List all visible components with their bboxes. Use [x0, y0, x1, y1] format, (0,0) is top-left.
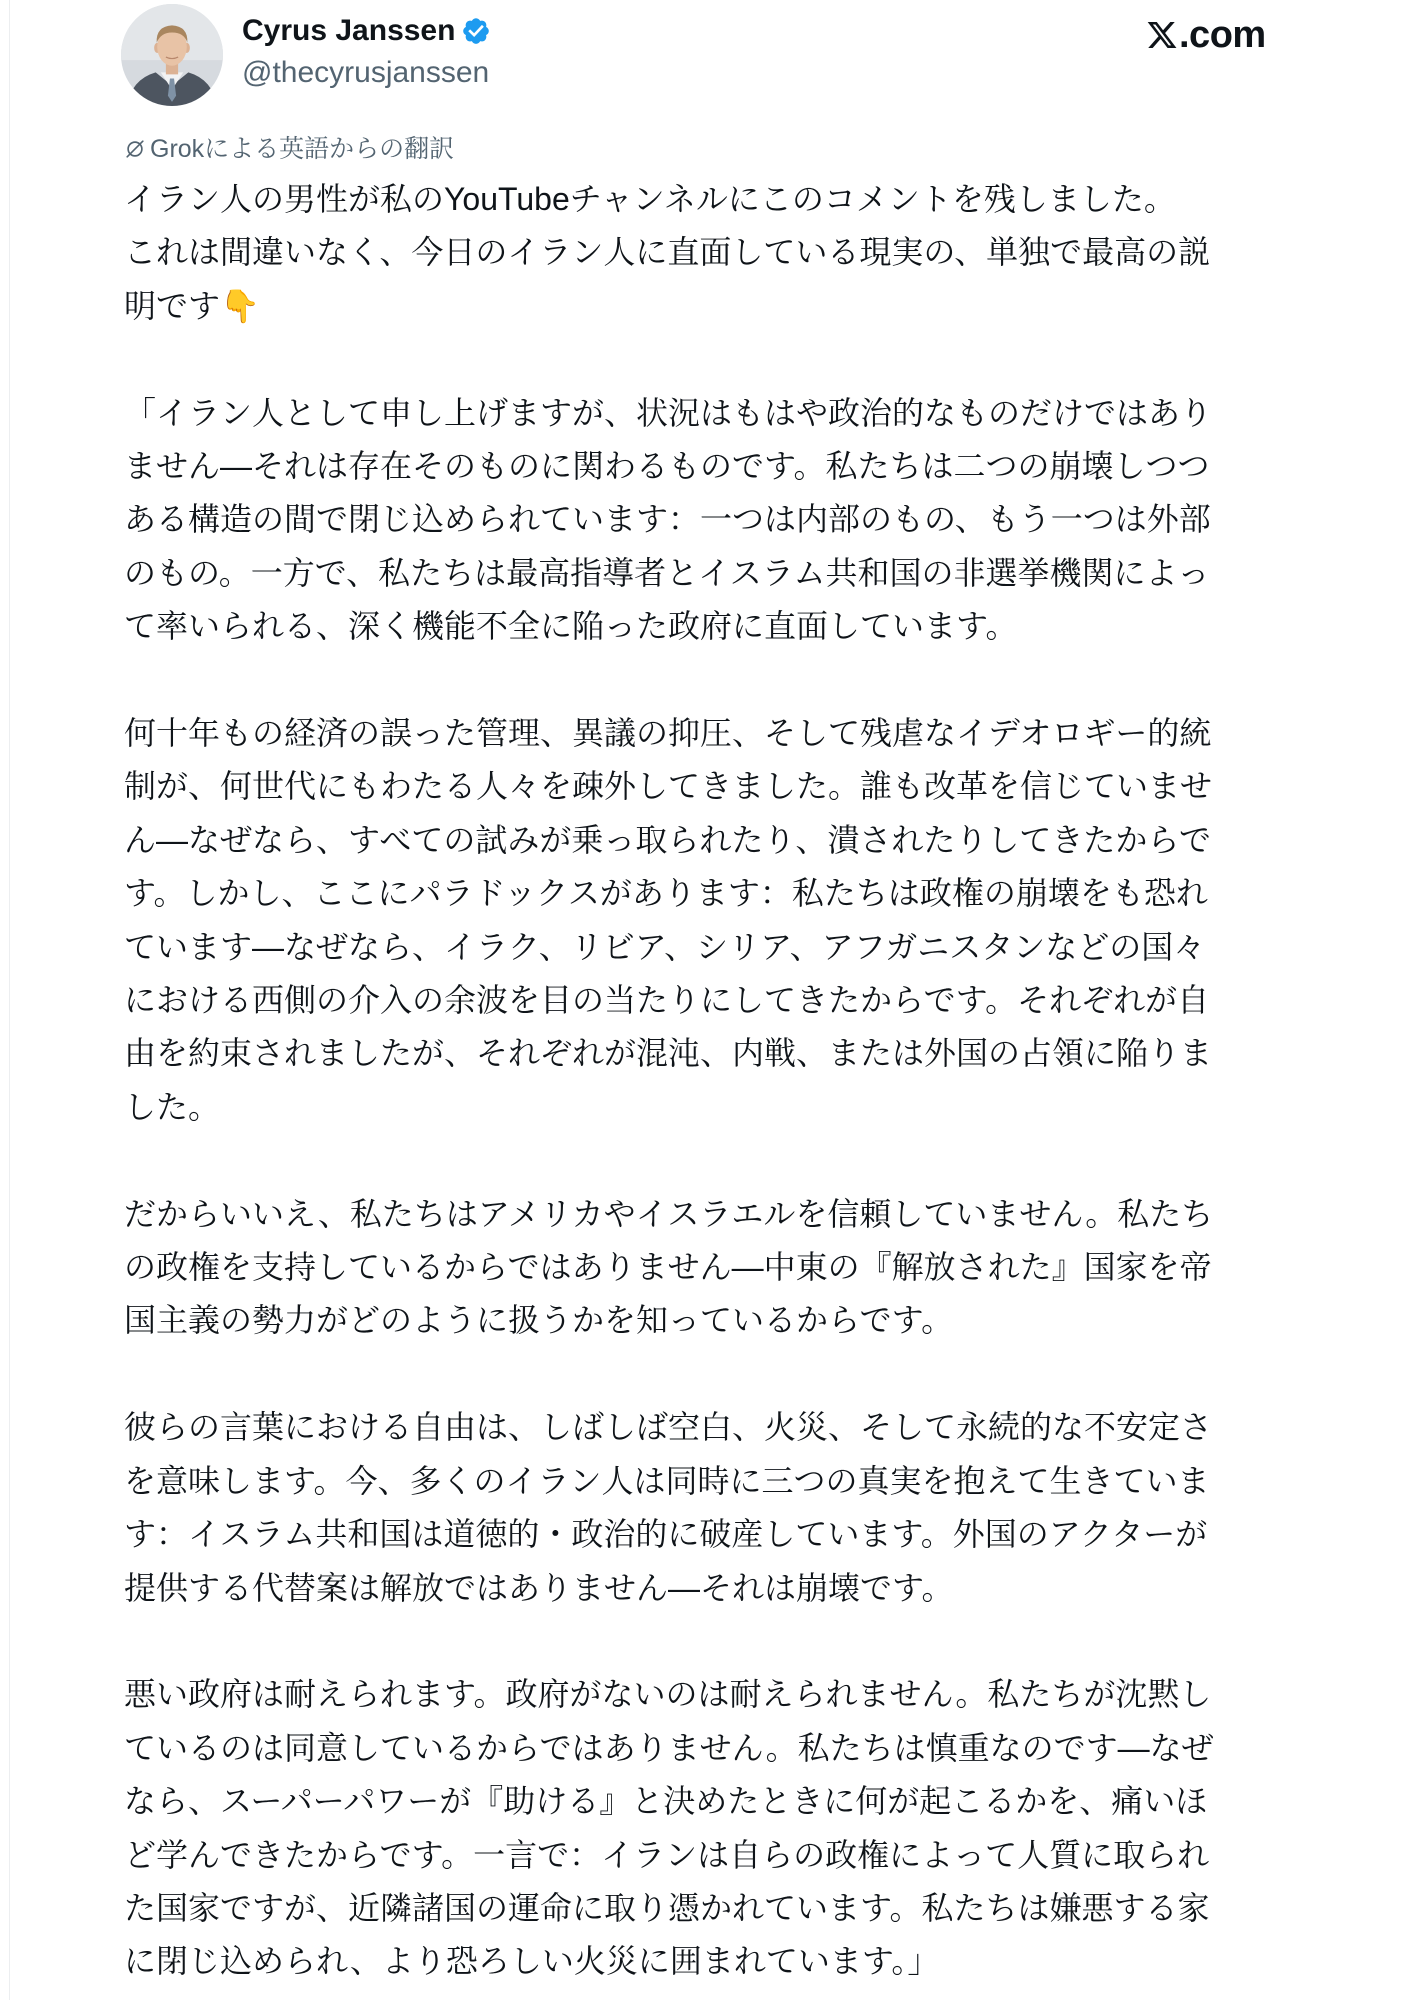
- tweet-text-line: ません—それは存在そのものに関わるものです。私たちは二つの崩壊しつつ: [124, 448, 1210, 485]
- translation-notice: [124, 133, 454, 165]
- grok-icon: [124, 138, 146, 160]
- tweet-text-line: を意味します。今、多くのイラン人は同時に三つの真実を抱えて生きていま: [124, 1462, 1210, 1499]
- x-logo-icon: [1146, 19, 1178, 51]
- tweet-text-line: だからいいえ、私たちはアメリカやイスラエルを信頼していません。私たち: [124, 1195, 1214, 1232]
- author-handle[interactable]: @thecyrusjanssen: [242, 56, 490, 89]
- tweet-text-line: の政権を支持しているからではありません—中東の『解放された』国家を帝: [124, 1249, 1212, 1286]
- tweet-text-line: ん—なぜなら、すべての試みが乗っ取られたり、潰されたりしてきたからで: [124, 821, 1212, 858]
- tweet-text-line: 明です👇: [124, 287, 260, 324]
- tweet-text-line: 提供する代替案は解放ではありません—それは崩壊です。: [124, 1569, 954, 1606]
- x-brand: [1146, 14, 1266, 56]
- tweet-text-line: これは間違いなく、今日のイラン人に直面している現実の、単独で最高の説: [124, 234, 1211, 271]
- tweet-text-line: ある構造の間で閉じ込められています：一つは内部のもの、もう一つは外部: [124, 501, 1211, 538]
- tweet-text-line: て率いられる、深く機能不全に陥った政府に直面しています。: [124, 608, 1018, 645]
- tweet-text-line: 国主義の勢力がどのように扱うかを知っているからです。: [124, 1302, 954, 1339]
- tweet-text-line: 悪い政府は耐えられます。政府がないのは耐えられません。私たちが沈黙し: [124, 1676, 1212, 1713]
- tweet-text-line: に閉じ込められ、より恐ろしい火災に囲まれています。」: [124, 1943, 940, 1980]
- avatar-photo-icon: [121, 4, 223, 106]
- author-name-row: [242, 11, 491, 51]
- tweet-text-line: 由を約束されましたが、それぞれが混沌、内戦、または外国の占領に陥りま: [124, 1035, 1213, 1072]
- tweet-paragraph: [124, 707, 1296, 1134]
- tweet-text-line: 制が、何世代にもわたる人々を疎外してきました。誰も改革を信じていませ: [124, 768, 1213, 805]
- tweet-text-line: ているのは同意しているからではありません。私たちは慎重なのです—なぜ: [124, 1729, 1214, 1766]
- tweet-paragraph: [124, 387, 1296, 654]
- tweet-text-line: した。: [124, 1088, 221, 1125]
- tweet-text-line: イラン人の男性が私のYouTubeチャンネルにこのコメントを残しました。: [124, 181, 1176, 217]
- tweet-text-line: 彼らの言葉における自由は、しばしば空白、火災、そして永続的な不安定さ: [124, 1409, 1213, 1446]
- tweet-paragraph: [124, 1668, 1296, 1988]
- verified-badge-icon: [461, 16, 491, 46]
- tweet-paragraph: [124, 1401, 1296, 1615]
- avatar[interactable]: [121, 4, 223, 106]
- translation-notice-text: Grokによる英語からの翻訳: [150, 135, 455, 163]
- tweet-text-line: ています—なぜなら、イラク、リビア、シリア、アフガニスタンなどの国々: [124, 928, 1206, 965]
- tweet-text-line: す：イスラム共和国は道徳的・政治的に破産しています。外国のアクターが: [124, 1516, 1208, 1553]
- brand-domain-suffix: .com: [1179, 14, 1266, 56]
- tweet-text-line: なら、スーパーパワーが『助ける』と決めたときに何が起こるかを、痛いほ: [124, 1783, 1208, 1820]
- tweet-paragraph: [124, 1188, 1296, 1348]
- tweet-text-line: 何十年もの経済の誤った管理、異議の抑圧、そして残虐なイデオロギー的統: [124, 715, 1212, 752]
- tweet-text-line: のもの。一方で、私たちは最高指導者とイスラム共和国の非選挙機関によっ: [124, 554, 1210, 591]
- tweet-text-line: た国家ですが、近隣諸国の運命に取り憑かれています。私たちは嫌悪する家: [124, 1889, 1210, 1926]
- tweet-text-line: 「イラン人として申し上げますが、状況はもはや政治的なものだけではあり: [124, 394, 1213, 431]
- tweet-text-line: ど学んできたからです。一言で：イランは自らの政権によって人質に取られ: [124, 1836, 1210, 1873]
- tweet-text-line: す。しかし、ここにパラドックスがあります：私たちは政権の崩壊をも恐れ: [124, 875, 1208, 912]
- tweet-text: [124, 173, 1296, 1989]
- tweet-paragraph: [124, 173, 1296, 333]
- left-edge-divider: [9, 0, 10, 2000]
- tweet-text-line: における西側の介入の余波を目の当たりにしてきたからです。それぞれが自: [124, 982, 1210, 1019]
- author-display-name[interactable]: Cyrus Janssen: [242, 14, 456, 47]
